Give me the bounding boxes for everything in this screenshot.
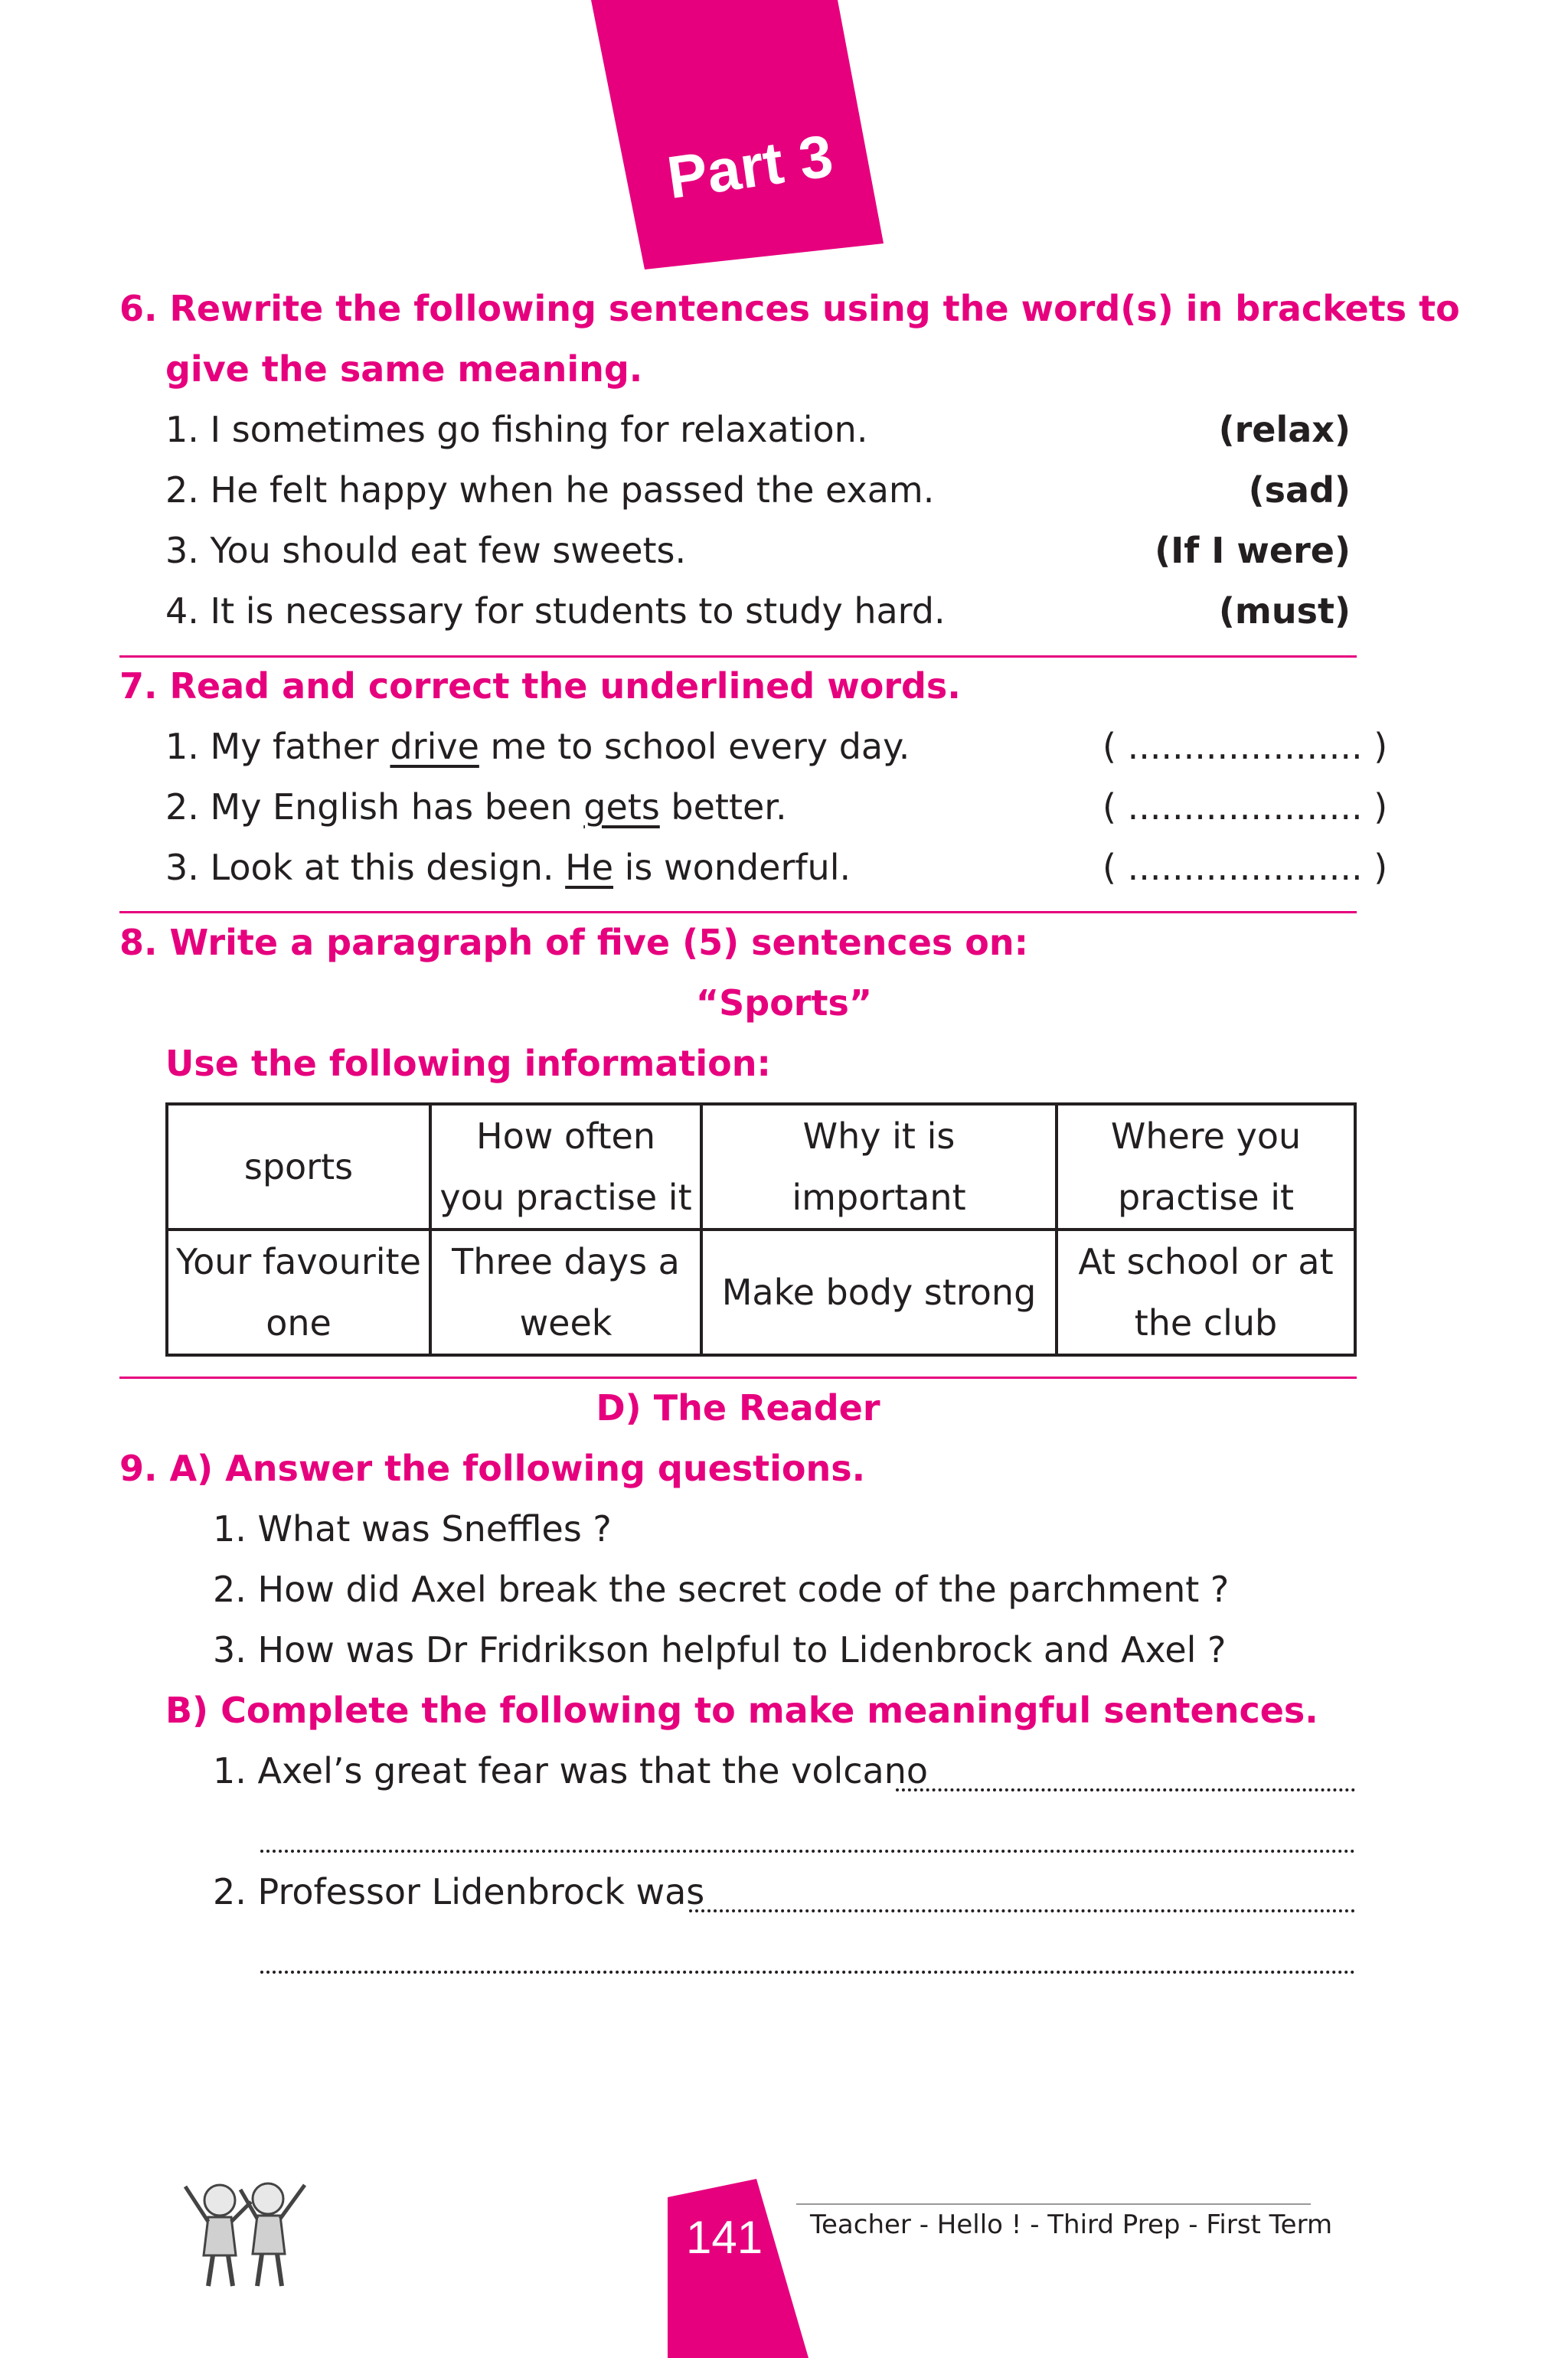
footer-rule (796, 2203, 1311, 2205)
q9-question-3: 3. How was Dr Fridrikson helpful to Lidenbrock and Axel ? (213, 1629, 1227, 1671)
kids-illustration (178, 2171, 315, 2294)
q6-item-4: 4. It is necessary for students to study hard. (165, 590, 946, 632)
q9-b-heading: B) Complete the following to make meaningful sentences. (165, 1690, 1318, 1731)
q7-item-3: 3. Look at this design. He is wonderful. (165, 847, 851, 888)
divider (119, 655, 1357, 658)
table-cell: Your favourite one (167, 1230, 430, 1355)
part-title: Part 3 (663, 121, 838, 212)
table-cell: sports (167, 1104, 430, 1230)
q6-word-2: (sad) (1248, 469, 1351, 511)
divider (119, 911, 1357, 913)
q6-heading-line1: 6. Rewrite the following sentences using the word(s) in brackets to (119, 288, 1460, 329)
q6-item-3: 3. You should eat few sweets. (165, 530, 687, 571)
q6-word-3: (If I were) (1155, 530, 1351, 571)
table-cell: Make body strong (701, 1230, 1057, 1355)
answer-line (260, 1943, 1355, 1974)
answer-line (896, 1761, 1355, 1791)
answer-line (689, 1882, 1355, 1912)
q6-word-4: (must) (1218, 590, 1351, 632)
answer-blank: ( ..................... ) (1102, 786, 1388, 828)
q8-heading: 8. Write a paragraph of five (5) sentences on: (119, 922, 1029, 963)
footer-book-title: Teacher - Hello ! - Third Prep - First Term (810, 2209, 1333, 2240)
info-table (165, 1102, 1357, 1357)
q9-heading: 9. A) Answer the following questions. (119, 1448, 866, 1489)
table-row (167, 1104, 1355, 1230)
answer-blank: ( ..................... ) (1102, 726, 1388, 767)
q9-completion-1: 1. Axel’s great fear was that the volcano (213, 1750, 929, 1791)
table-cell: Three days a week (430, 1230, 701, 1355)
answer-blank: ( ..................... ) (1102, 847, 1388, 888)
page-number: 141 (686, 2212, 763, 2263)
table-cell: Why it is important (701, 1104, 1057, 1230)
q6-item-1: 1. I sometimes go fishing for relaxation. (165, 409, 868, 450)
q9-question-1: 1. What was Sneffles ? (213, 1508, 612, 1550)
underlined-word: gets (583, 786, 660, 828)
underlined-word: drive (390, 726, 479, 767)
underlined-word: He (565, 847, 614, 888)
q6-heading-line2: give the same meaning. (165, 348, 643, 390)
page-number-tab (658, 2179, 812, 2358)
q8-use-info: Use the following information: (165, 1043, 771, 1084)
q7-heading: 7. Read and correct the underlined words. (119, 665, 961, 707)
q7-item-1: 1. My father drive me to school every day. (165, 726, 910, 767)
q8-topic: “Sports” (695, 982, 873, 1024)
table-cell: How often you practise it (430, 1104, 701, 1230)
table-cell: At school or at the club (1057, 1230, 1355, 1355)
q7-item-2: 2. My English has been gets better. (165, 786, 787, 828)
reader-title: D) The Reader (596, 1387, 880, 1429)
q9-question-2: 2. How did Axel break the secret code of the parchment ? (213, 1569, 1230, 1610)
q6-item-2: 2. He felt happy when he passed the exam. (165, 469, 935, 511)
table-cell: Where you practise it (1057, 1104, 1355, 1230)
divider (119, 1377, 1357, 1379)
q9-completion-2: 2. Professor Lidenbrock was (213, 1871, 705, 1912)
q6-word-1: (relax) (1218, 409, 1351, 450)
answer-line (260, 1822, 1355, 1853)
table-row (167, 1230, 1355, 1355)
